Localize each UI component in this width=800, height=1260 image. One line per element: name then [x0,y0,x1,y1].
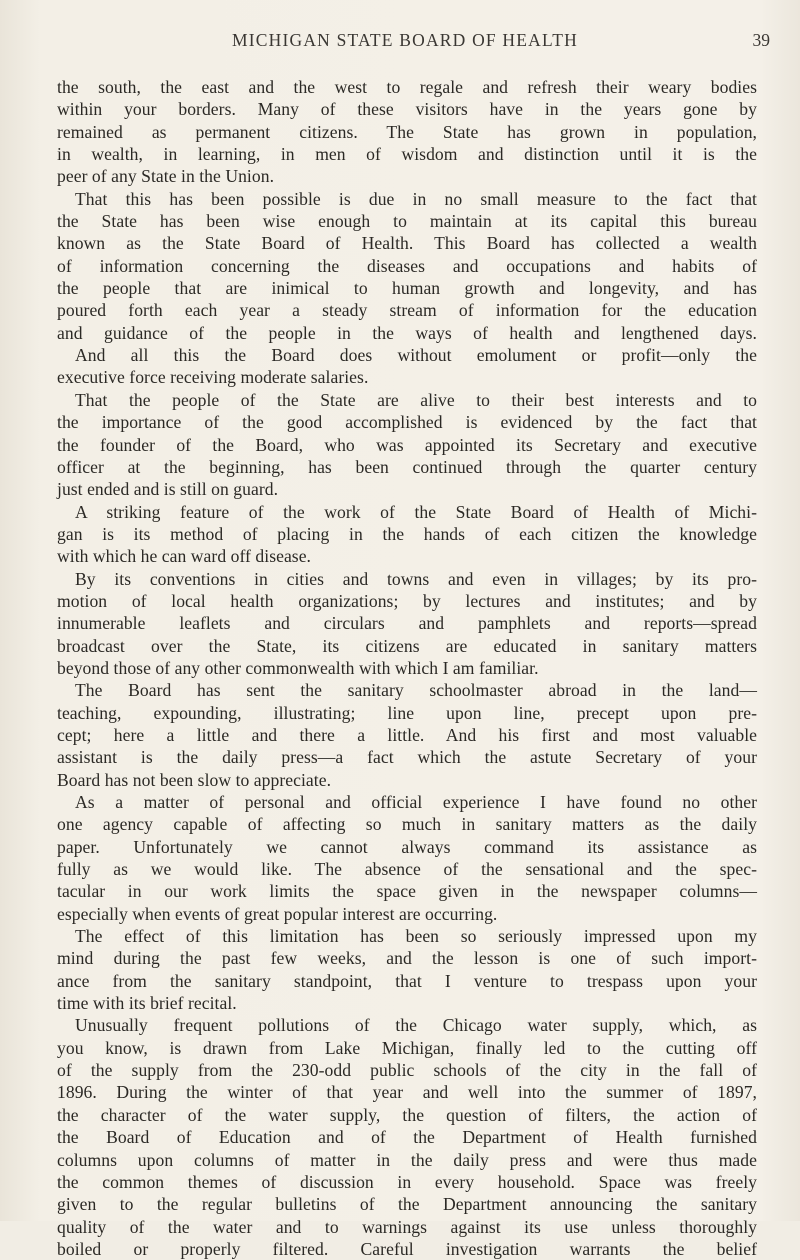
text-line: the south, the east and the west to regale and refresh their weary bodies [57,77,757,97]
text-line: Board has not been slow to appreciate. [57,769,332,790]
text-line: the Board of Education and of the Department of Health furnished [57,1127,757,1148]
text-line: especially when events of great popular interest are occurring. [57,903,498,924]
text-line: A striking feature of the work of the State Board of Health of Michi- [75,501,757,522]
running-head-title: MICHIGAN STATE BOARD OF HEALTH [231,30,579,50]
text-line: you know, is drawn from Lake Michigan, finally led to the cutting off [57,1037,757,1058]
text-line: the character of the water supply, the question of filters, the action of [57,1104,757,1125]
text-line: the State has been wise enough to maintain at its capital this bureau [57,211,757,232]
running-head [40,30,800,54]
text-line: ance from the sanitary standpoint, that I venture to trespass upon your [57,970,757,991]
text-line: and guidance of the people in the ways of health and lengthened days. [57,322,757,343]
text-line: That this has been possible is due in no small measure to the fact that [75,188,757,209]
text-line: That the people of the State are alive to their best interests and to [75,389,757,410]
text-line: of the supply from the 230-odd public schools of the city in the fall of [57,1060,757,1081]
text-line: just ended and is still on guard. [57,479,279,500]
text-line: given to the regular bulletins of the Department announcing the sanitary [57,1194,757,1215]
text-line: peer of any State in the Union. [57,166,275,187]
text-line: broadcast over the State, its citizens are educated in sanitary matters [57,635,757,656]
text-line: within your borders. Many of these visitors have in the years gone by [57,99,757,120]
text-line: the people that are inimical to human growth and longevity, and has [57,278,757,299]
text-line: Unusually frequent pollutions of the Chicago water supply, which, as [75,1015,757,1036]
text-line: tacular in our work limits the space given in the newspaper columns— [57,881,757,902]
text-line: As a matter of personal and official experience I have found no other [75,792,757,812]
text-line: boiled or properly filtered. Careful investigation warrants the belief [57,1238,757,1259]
text-line: And all this the Board does without emolument or profit—only the [75,345,757,366]
text-line: beyond those of any other commonwealth with which I am familiar. [57,657,539,678]
text-line: innumerable leaflets and circulars and pamphlets and reports—spread [57,613,757,634]
text-line: 1896. During the winter of that year and well into the summer of 1897, [57,1082,757,1103]
text-line: The effect of this limitation has been so seriously impressed upon my [75,926,757,947]
text-line: executive force receiving moderate salaries. [57,367,369,388]
text-line: quality of the water and to warnings against its use unless thoroughly [57,1216,757,1237]
text-line: with which he can ward off disease. [57,546,312,567]
text-line: of information concerning the diseases and occupations and habits of [57,255,757,276]
body-text [57,76,757,1260]
text-line: remained as permanent citizens. The State has grown in population, [57,121,757,142]
text-line: mind during the past few weeks, and the lesson is one of such import- [57,948,757,969]
text-line: poured forth each year a steady stream of information for the education [57,300,757,321]
text-line: motion of local health organizations; by lectures and institutes; and by [57,590,757,611]
text-line: gan is its method of placing in the hands of each citizen the knowledge [57,523,757,544]
text-line: teaching, expounding, illustrating; line upon line, precept upon pre- [57,702,757,723]
text-line: cept; here a little and there a little. And his first and most valuable [57,724,757,745]
text-line: the importance of the good accomplished is evidenced by the fact that [57,412,757,433]
text-line: officer at the beginning, has been continued through the quarter century [57,456,757,477]
text-line: By its conventions in cities and towns and even in villages; by its pro- [75,568,757,589]
text-line: time with its brief recital. [57,993,237,1014]
text-line: the founder of the Board, who was appointed its Secretary and executive [57,434,757,455]
text-line: the common themes of discussion in every household. Space was freely [57,1171,757,1192]
text-line: fully as we would like. The absence of the sensational and the spec- [57,859,757,880]
text-line: The Board has sent the sanitary schoolmaster abroad in the land— [75,680,757,701]
page-number: 39 [752,30,770,50]
text-line: one agency capable of affecting so much in sanitary matters as the daily [57,814,757,835]
text-line: paper. Unfortunately we cannot always command its assistance as [57,836,757,857]
text-line: columns upon columns of matter in the daily press and were thus made [57,1149,757,1170]
text-line: assistant is the daily press—a fact which the astute Secretary of your [57,747,757,768]
text-line: known as the State Board of Health. This Board has collected a wealth [57,233,757,254]
text-line: in wealth, in learning, in men of wisdom and distinction until it is the [57,144,757,165]
